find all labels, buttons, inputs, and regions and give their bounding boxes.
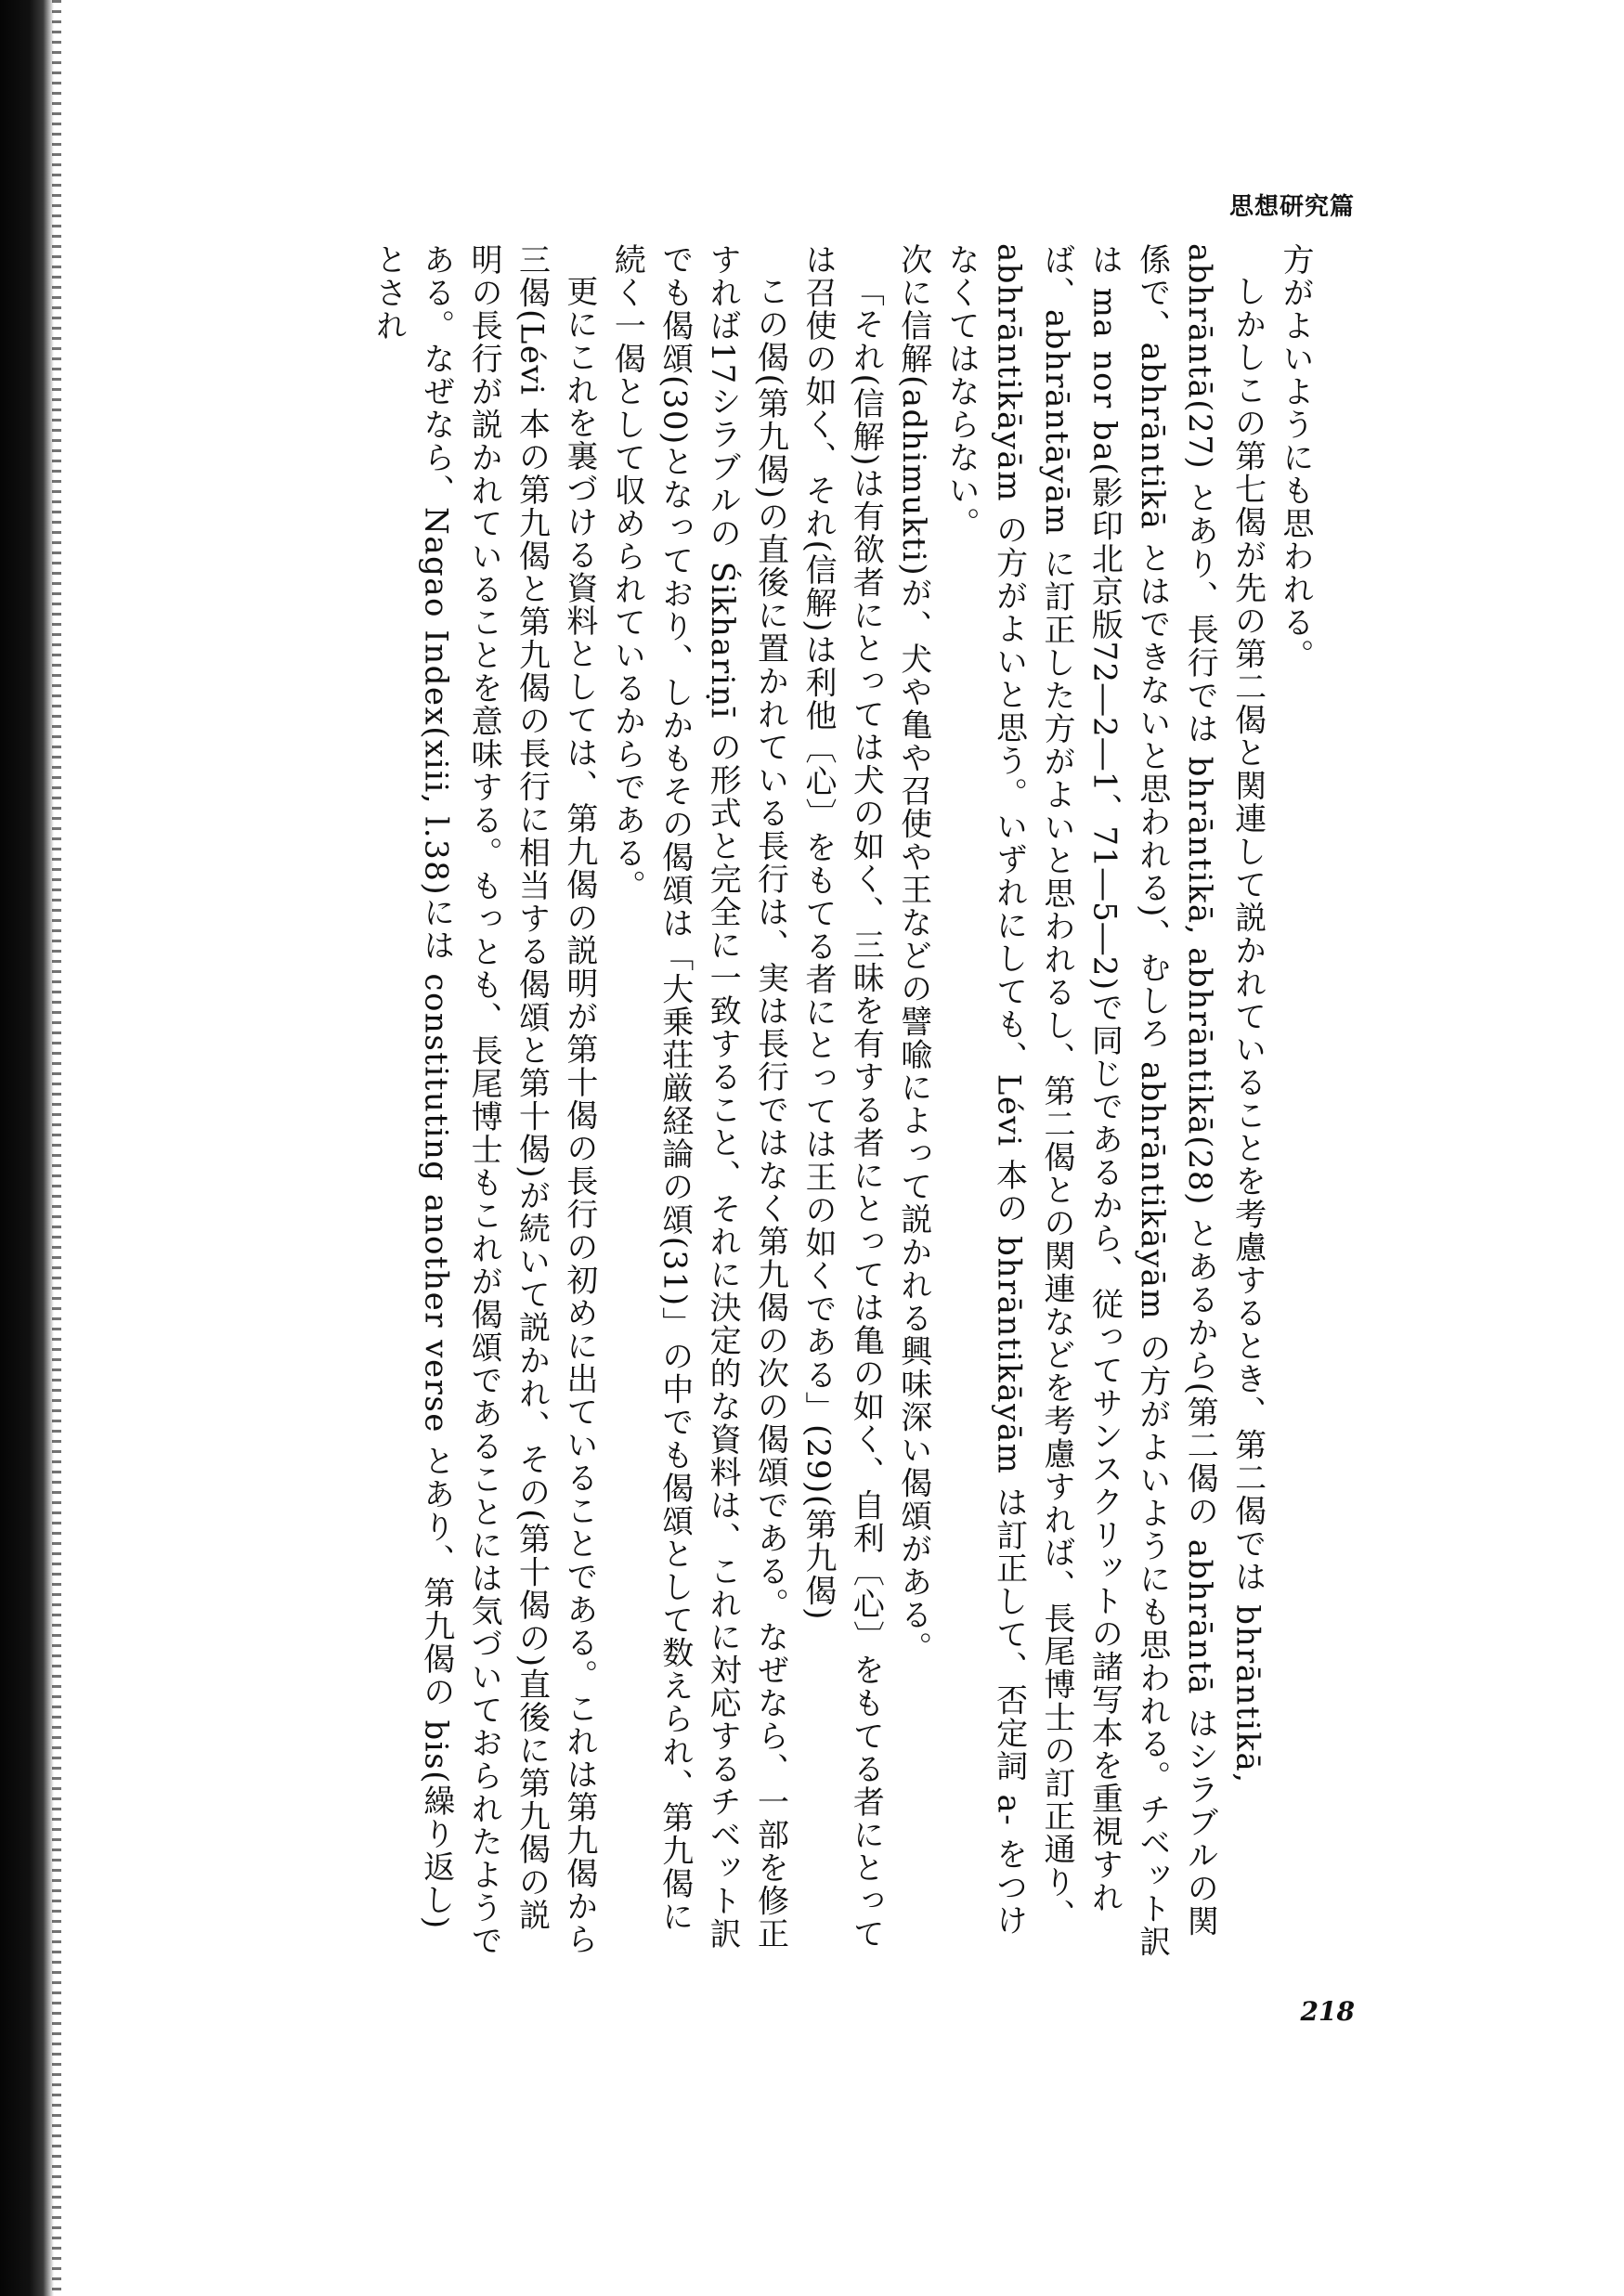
- scan-edge-shadow: [0, 0, 54, 2296]
- body-text: [200, 243, 1319, 1961]
- paragraph-3: 次に信解(adhimukti)が、犬や亀や召使や王などの譬喩によって説かれる興味深い偈頌がある。: [894, 243, 932, 1665]
- running-head: 思想研究篇: [1228, 193, 1355, 221]
- paragraph-2: しかしこの第七偈が先の第二偈と関連して説かれていることを考慮するとき、第二偈では bhrāntikā, abhrāntā(27) とあり、長行では bhrāntikā, abhrāntikā(28) とあるから(第二偈の abhrāntā はシラブルの関係で、abhrāntikā とはできないと思われる)、むしろ abhrāntikāyām の方がよいようにも思われる。チベット訳は ma nor ba(影印北京版72―2―1、71―5―2)で同じであるから、従ってサンスクリットの諸写本を重視すれば、abhrāntāyām に訂正した方がよいと思われるし、第二偈との関連などを考慮すれば、長尾博士の訂正通り、abhrāntikāyām の方がよいと思う。いずれにしても、Lévi 本の bhrāntikāyām は訂正して、否定詞 a- をつけなくてはならない。: [942, 243, 1267, 1958]
- paragraph-5: この偈(第九偈)の直後に置かれている長行は、実は長行ではなく第九偈の次の偈頌である。なぜなら、一部を修正すれば17シラブルの Śikhariṇī の形式と完全に一致すること、それに決定的な資料は、これに対応するチベット訳でも偈頌(30)となっており、しかもその偈頌は「大乗荘厳経論の頌(31)」の中でも偈頌として数えられ、第九偈に続く一偈として収められているからである。: [608, 243, 789, 1951]
- paragraph-1: 方がよいようにも思われる。: [1277, 243, 1314, 672]
- paragraph-4-quotation: 「それ(信解)は有欲者にとっては犬の如く、三昧を有する者にとっては亀の如く、自利〔心〕をもてる者にとっては召使の如く、それ(信解)は利他〔心〕をもてる者にとっては王の如くである」(29)(第九偈): [799, 243, 885, 1951]
- scan-edge-speckle: [52, 0, 61, 2296]
- paragraph-6: 更にこれを裏づける資料としては、第九偈の説明が第十偈の長行の初めに出ていることである。これは第九偈から三偈(Lévi 本の第九偈と第九偈の長行に相当する偈頌と第十偈)が続いて説かれ、その(第十偈の)直後に第九偈の説明の長行が説かれていることを意味する。もっとも、長尾博士もこれが偈頌であることには気づいておられたようである。なぜなら、Nagao Index(xiii, l.38)には constituting another verse とあり、第九偈の bis(繰り返し)とされ: [370, 243, 598, 1957]
- page-number: 218: [1300, 1996, 1355, 2027]
